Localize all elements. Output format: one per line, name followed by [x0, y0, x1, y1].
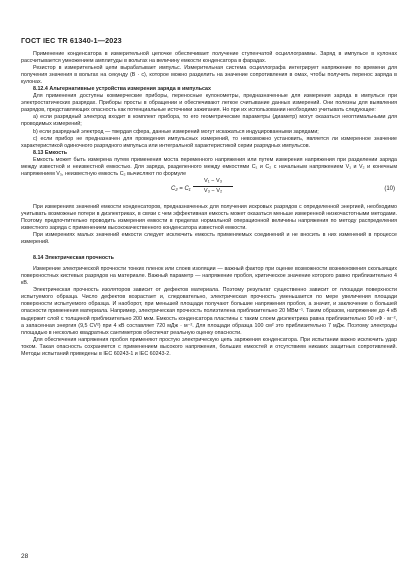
paragraph: Применение конденсатора в измерительной цепочке обеспечивает получение ступенчатой осциллограммы. Заряд в импульсе в кулонах рассчитывается умножением амплитуды в вольтах на величину емкости конденсатора в фарадах.	[21, 51, 397, 65]
page-header: ГОСТ IEC TR 61340-1—2023	[21, 36, 122, 45]
formula-number: (10)	[384, 185, 395, 192]
section-heading: 8.12.4 Альтернативные устройства измерения заряда в импульсах	[33, 86, 211, 93]
formula	[21, 178, 397, 204]
paragraph: Резистор в измерительной цепи вырабатывает импульс. Измерительная система осциллографа интегрирует напряжение по времени для получения значения в вольтах на секунду (В · с), которое можно разделить на значение сопротивления в омах, чтобы получить перенос заряда в кулонах.	[21, 65, 397, 86]
paragraph: При измерениях малых значений емкости следует исключить емкость применяемых соединений и не вносить в них изменений в процессе измерений.	[21, 232, 397, 246]
paragraph: Емкость может быть измерена путем применения моста переменного напряжения или путем измерения напряжения при разделении заряда между известной и неизвестной емкостью. Для заряда, разделенного между емкостями C₁ и C₂ с начальным напряжением V₁ и V₂ и конечным напряжением V₃, неизвестную емкость C₂ вычисляют по формуле	[21, 156, 397, 177]
fraction-line	[193, 186, 233, 187]
paragraph: Измерение электрической прочности тонких пленок или слоев изоляции — важный фактор при оценке возможности возникновения скользящих поверхностных кистевых разрядов на материале. Важный параметр — напряжение пробоя, критическое значение которого равно приблизительно 4 кВ.	[21, 266, 397, 287]
section-heading: 8.14 Электрическая прочность	[33, 255, 114, 262]
paragraph: Электрическая прочность изоляторов зависит от дефектов материала. Поэтому результат существенно зависит от площади поверхности испытуемого образца. Число дефектов возрастает и, следовательно, электрическая прочность уменьшается по мере увеличения площади поверхности испытуемого образца. И наоборот, при меньшей площади получают большие напряжения пробоя, а значит, и заключение о большей опасности применения материала. Например, электрическая прочность полиэтилена приблизительно 20 МВм⁻¹. Таким образом, напряжение до 4 кВ выдержит слой с толщиной приблизительно 200 мкм. Емкость конденсатора пластины с таким слоем диэлектрика равна приблизительно 90 нФ · м⁻², а запасенная энергия (9,5 CV²) при 4 кВ составляет 720 мДж · м⁻². Для площади образца 100 см² это приблизительно 7 мДж. Поэтому электроды площадью в несколько квадратных сантиметров обеспечат реальную оценку опасности.	[21, 287, 397, 336]
page-number: 28	[21, 553, 29, 560]
list-item: с) если прибор не предназначен для проведения импульсных измерений, то невозможно установить, является ли измеренное значение характеристикой одиночного разрядного импульса или интегральной характеристикой серии разрядных импульсов.	[21, 135, 397, 149]
paragraph: При измерениях значений емкости конденсаторов, предназначенных для получения искровых разрядов с определенной энергией, необходимо учитывать возможные потери в диэлектриках, в связи с чем эффективная емкость может оказаться меньше измеренной низкочастотными методами. Поэтому предпочтительно проводить измерения емкости в пределах нормальной операционной величины напряжения по методу распределения известного заряда с применением высококачественного конденсатора известной емкости.	[21, 203, 397, 231]
list-item: а) если разрядный электрод входит в комплект прибора, то его геометрические параметры (диаметр) могут оказаться неоптимальными для проводимых измерений;	[21, 114, 397, 128]
formula-fraction	[193, 178, 233, 195]
paragraph: Для обеспечения напряжения пробоя применяют простую электрическую цепь заряжения конденсатора. При испытании важно исключить удар током. Такая опасность сохраняется с применением высокого напряжения, больших емкостей и отсутствием никаких защитных сопротивлений. Методы испытаний приведены в IEC 60243-1 и IEC 60243-2.	[21, 336, 397, 357]
section-heading: 8.13 Емкость	[33, 149, 68, 156]
formula-numerator: V₁ − V₃	[203, 177, 222, 184]
list-item: b) если разрядный электрод — твердая сфера, данные измерений могут искажаться индуцированными зарядами;	[33, 128, 319, 135]
document-body	[21, 51, 397, 358]
formula-denominator: V₃ − V₂	[203, 187, 223, 194]
paragraph: Для применения доступны коммерческие приборы, переносные кулонометры, предназначенные для измерения заряда в импульсе при электростатических разрядах. Приборы просты в обращении и обеспечивают легкое считывание данных измерений. Они полезны для выявления разрядов, представляющих опасность как потенциальные источники зажигания. Но при их использовании необходимо учитывать следующее:	[21, 93, 397, 114]
formula-lhs: C₂ = C₁	[171, 185, 191, 192]
